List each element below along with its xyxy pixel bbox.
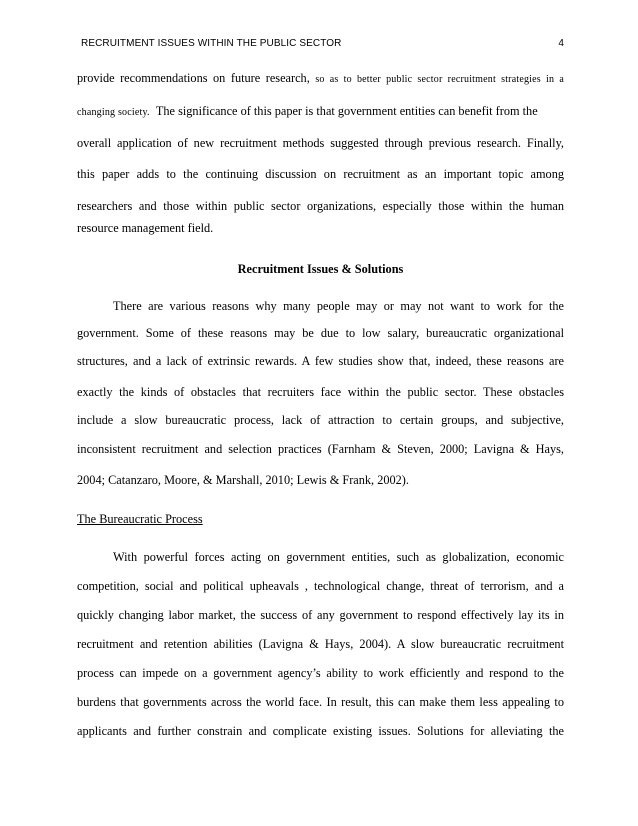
paragraph-line: [77, 71, 564, 87]
paragraph-line: resource management field.: [77, 221, 214, 235]
running-head-title: RECRUITMENT ISSUES WITHIN THE PUBLIC SECTOR: [81, 38, 342, 49]
paragraph-line: inconsistent recruitment and selection practices (Farnham & Steven, 2000; Lavigna & Hays,: [77, 442, 564, 456]
paragraph-line: recruitment and retention abilities (Lavigna & Hays, 2004). A slow bureaucratic recruitment: [77, 637, 564, 651]
text-span-small: changing society.: [77, 107, 150, 118]
paragraph-line: overall application of new recruitment methods suggested through previous research. Finally,: [77, 136, 564, 150]
paragraph-line: exactly the kinds of obstacles that recruiters face within the public sector. These obstacles: [77, 385, 564, 399]
paragraph-line: process can impede on a government agency’s ability to work efficiently and respond to the: [77, 666, 564, 680]
paragraph-line: competition, social and political upheavals , technological change, threat of terrorism, and a: [77, 579, 564, 593]
section-heading: Recruitment Issues & Solutions: [237, 262, 404, 276]
text-span: The significance of this paper is that government entities can benefit from the: [155, 104, 538, 118]
paragraph-line: quickly changing labor market, the success of any government to respond effectively lay its in: [77, 608, 564, 622]
subheading: The Bureaucratic Process: [77, 512, 203, 526]
text-span: provide recommendations on future research,: [77, 71, 310, 85]
text-span-small: so as to better public sector recruitment strategies in a: [315, 74, 564, 85]
paragraph-line: With powerful forces acting on government entities, such as globalization, economic: [113, 550, 564, 564]
paragraph-line: burdens that governments across the world face. In result, this can make them less appealing to: [77, 695, 564, 709]
paragraph-line: [77, 104, 564, 120]
paragraph-line: 2004; Catanzaro, Moore, & Marshall, 2010; Lewis & Frank, 2002).: [77, 473, 409, 487]
paragraph-line: applicants and further constrain and complicate existing issues. Solutions for alleviating the: [77, 724, 564, 738]
paragraph-line: government. Some of these reasons may be due to low salary, bureaucratic organizational: [77, 326, 564, 340]
paragraph-line: researchers and those within public sector organizations, especially those within the human: [77, 199, 564, 213]
paragraph-line: structures, and a lack of extrinsic rewards. A few studies show that, indeed, these reasons are: [77, 354, 564, 368]
paragraph-line: There are various reasons why many people may or may not want to work for the: [113, 299, 564, 313]
paragraph-line: include a slow bureaucratic process, lack of attraction to certain groups, and subjective,: [77, 413, 564, 427]
paragraph-line: this paper adds to the continuing discussion on recruitment as an important topic among: [77, 167, 564, 181]
page-number: 4: [558, 38, 564, 49]
running-header: [81, 38, 564, 49]
